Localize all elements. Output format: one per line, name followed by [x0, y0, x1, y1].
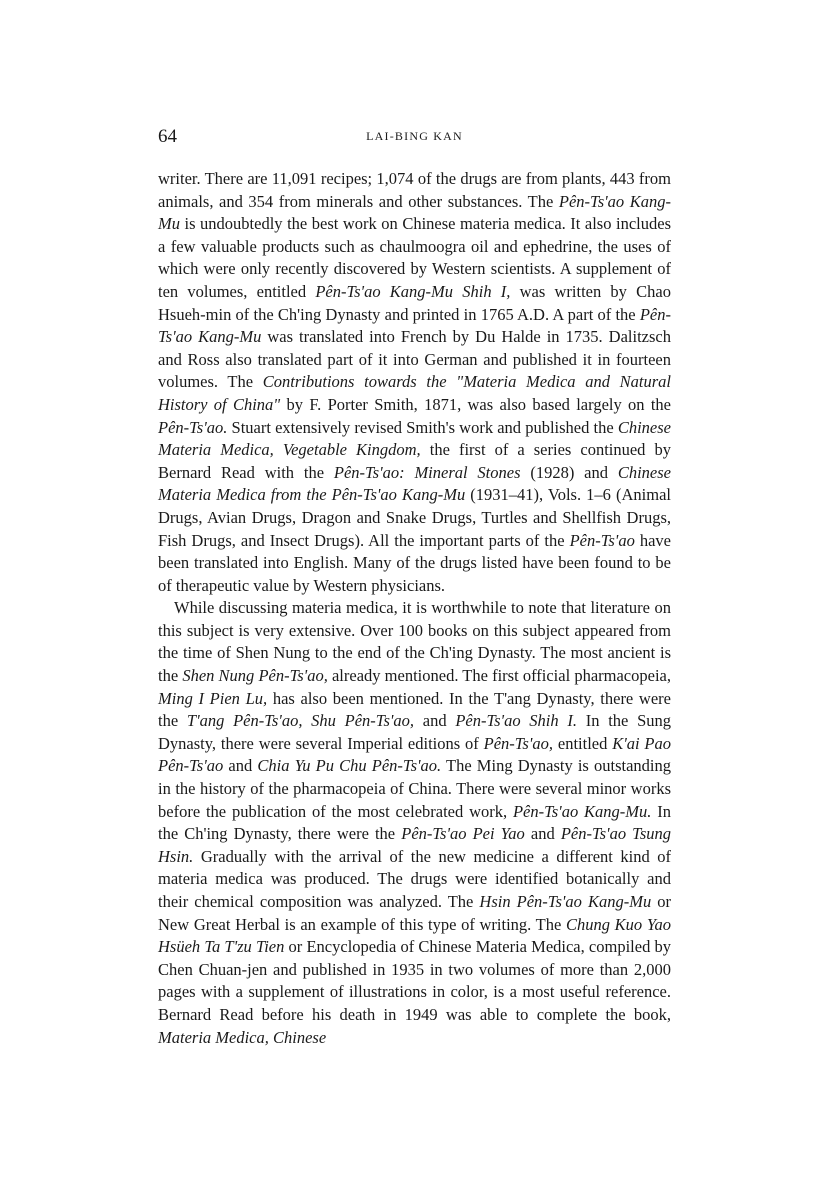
italic-text-run: Materia Medica, Chinese	[158, 1027, 327, 1047]
italic-text-run: Chinese Materia Medica from the Pên-Ts'ao Kang-Mu	[158, 462, 671, 505]
italic-text-run: Shen Nung Pên-Ts'ao,	[182, 666, 328, 686]
italic-text-run: Chinese Materia Medica, Vegetable Kingdom,	[158, 417, 671, 460]
text-run: The Ming Dynasty is outstanding in the history of the pharmacopeia of China. There were several minor works before the publication of the most celebrated work,	[158, 756, 671, 821]
italic-text-run: Pên-Ts'ao Kang-Mu	[158, 304, 671, 347]
text-run: writer. There are 11,091 recipes; 1,074 of the drugs are from plants, 443 from animals, and 354 from minerals and other substances. The	[158, 169, 671, 211]
text-run: or Encyclopedia of Chinese Materia Medica, compiled by Chen Chuan-jen and published in 1935 in two volumes of more than 2,000 pages with a supplement of illustrations in color, is a most useful reference. Bernard Read before his death in 1949 was able to complete the book,	[158, 937, 671, 1024]
italic-text-run: Pên-Ts'ao	[569, 530, 635, 550]
text-run: (1931–41), Vols. 1–6 (Animal Drugs, Avian Drugs, Dragon and Snake Drugs, Turtles and Shellfish Drugs, Fish Drugs, and Insect Drugs). All the important parts of the	[158, 485, 671, 550]
text-run: entitled	[553, 733, 613, 753]
text-run: and	[223, 756, 258, 776]
italic-text-run: T'ang Pên-Ts'ao, Shu Pên-Ts'ao,	[186, 711, 415, 731]
italic-text-run: Chia Yu Pu Chu Pên-Ts'ao.	[257, 756, 442, 776]
italic-text-run: Pên-Ts'ao Shih I.	[455, 711, 577, 731]
italic-text-run: Pên-Ts'ao Tsung Hsin.	[158, 824, 671, 866]
text-run: already mentioned. The first official pharmacopeia,	[327, 666, 671, 686]
paragraph	[158, 597, 671, 1049]
italic-text-run: Contributions towards the "Materia Medica and Natural History of China"	[158, 372, 671, 414]
text-run: was written by Chao Hsueh-min of the Ch'ing Dynasty and printed in 1765 A.D. A part of the	[158, 281, 671, 324]
italic-text-run: Pên-Ts'ao Pei Yao	[401, 824, 525, 844]
italic-text-run: Pên-Ts'ao: Mineral Stones	[333, 462, 521, 482]
page-number: 64	[158, 126, 177, 147]
italic-text-run: Chung Kuo Yao Hsüeh Ta T'zu Tien	[158, 914, 671, 957]
text-run: or New Great Herbal is an example of this type of writing. The	[158, 892, 671, 934]
paragraph	[158, 168, 671, 597]
italic-text-run: Pên-Ts'ao,	[483, 733, 554, 753]
italic-text-run: Pên-Ts'ao.	[158, 417, 228, 437]
italic-text-run: K'ai Pao Pên-Ts'ao	[158, 733, 671, 776]
text-run: In the Sung Dynasty, there were several Imperial editions of	[158, 711, 671, 753]
text-run: While discussing materia medica, it is worthwhile to note that literature on this subject is very extensive. Over 100 books on this subject appeared from the time of Shen Nung to the end of the Ch'ing Dynasty. The most ancient is the	[158, 598, 671, 686]
text-run: In the Ch'ing Dynasty, there were the	[158, 801, 671, 844]
text-run: Gradually with the arrival of the new medicine a different kind of materia medica was produced. The drugs were identified botanically and their chemical composition was analyzed. The	[158, 846, 671, 911]
italic-text-run: Pên-Ts'ao Kang-Mu Shih I,	[315, 281, 511, 301]
body-text	[158, 168, 671, 1049]
running-head: LAI-BING KAN	[366, 129, 463, 143]
italic-text-run: Ming I Pien Lu,	[158, 688, 268, 708]
text-run: the first of a series continued by Bernard Read with the	[158, 440, 671, 482]
text-run: have been translated into English. Many of the drugs listed have been found to be of therapeutic value by Western physicians.	[158, 530, 671, 595]
text-run: Stuart extensively revised Smith's work and published the	[227, 417, 618, 437]
text-run: and	[524, 824, 561, 844]
text-run: has also been mentioned. In the T'ang Dynasty, there were the	[158, 688, 671, 731]
text-run: by F. Porter Smith, 1871, was also based largely on the	[280, 394, 671, 414]
italic-text-run: Pên-Ts'ao Kang-Mu.	[512, 801, 652, 821]
italic-text-run: Hsin Pên-Ts'ao Kang-Mu	[479, 892, 652, 911]
italic-text-run: Pên-Ts'ao Kang-Mu	[158, 191, 671, 234]
text-run: is undoubtedly the best work on Chinese materia medica. It also includes a few valuable products such as chaulmoogra oil and ephedrine, the uses of which were only recently discovered by Western scientists. A supplement of ten volumes, entitled	[158, 214, 671, 301]
text-run: (1928) and	[520, 462, 618, 482]
text-run: and	[414, 711, 456, 731]
page-header	[158, 126, 671, 150]
text-run: was translated into French by Du Halde in 1735. Dalitzsch and Ross also translated part of it into German and published it in fourteen volumes. The	[158, 327, 671, 392]
